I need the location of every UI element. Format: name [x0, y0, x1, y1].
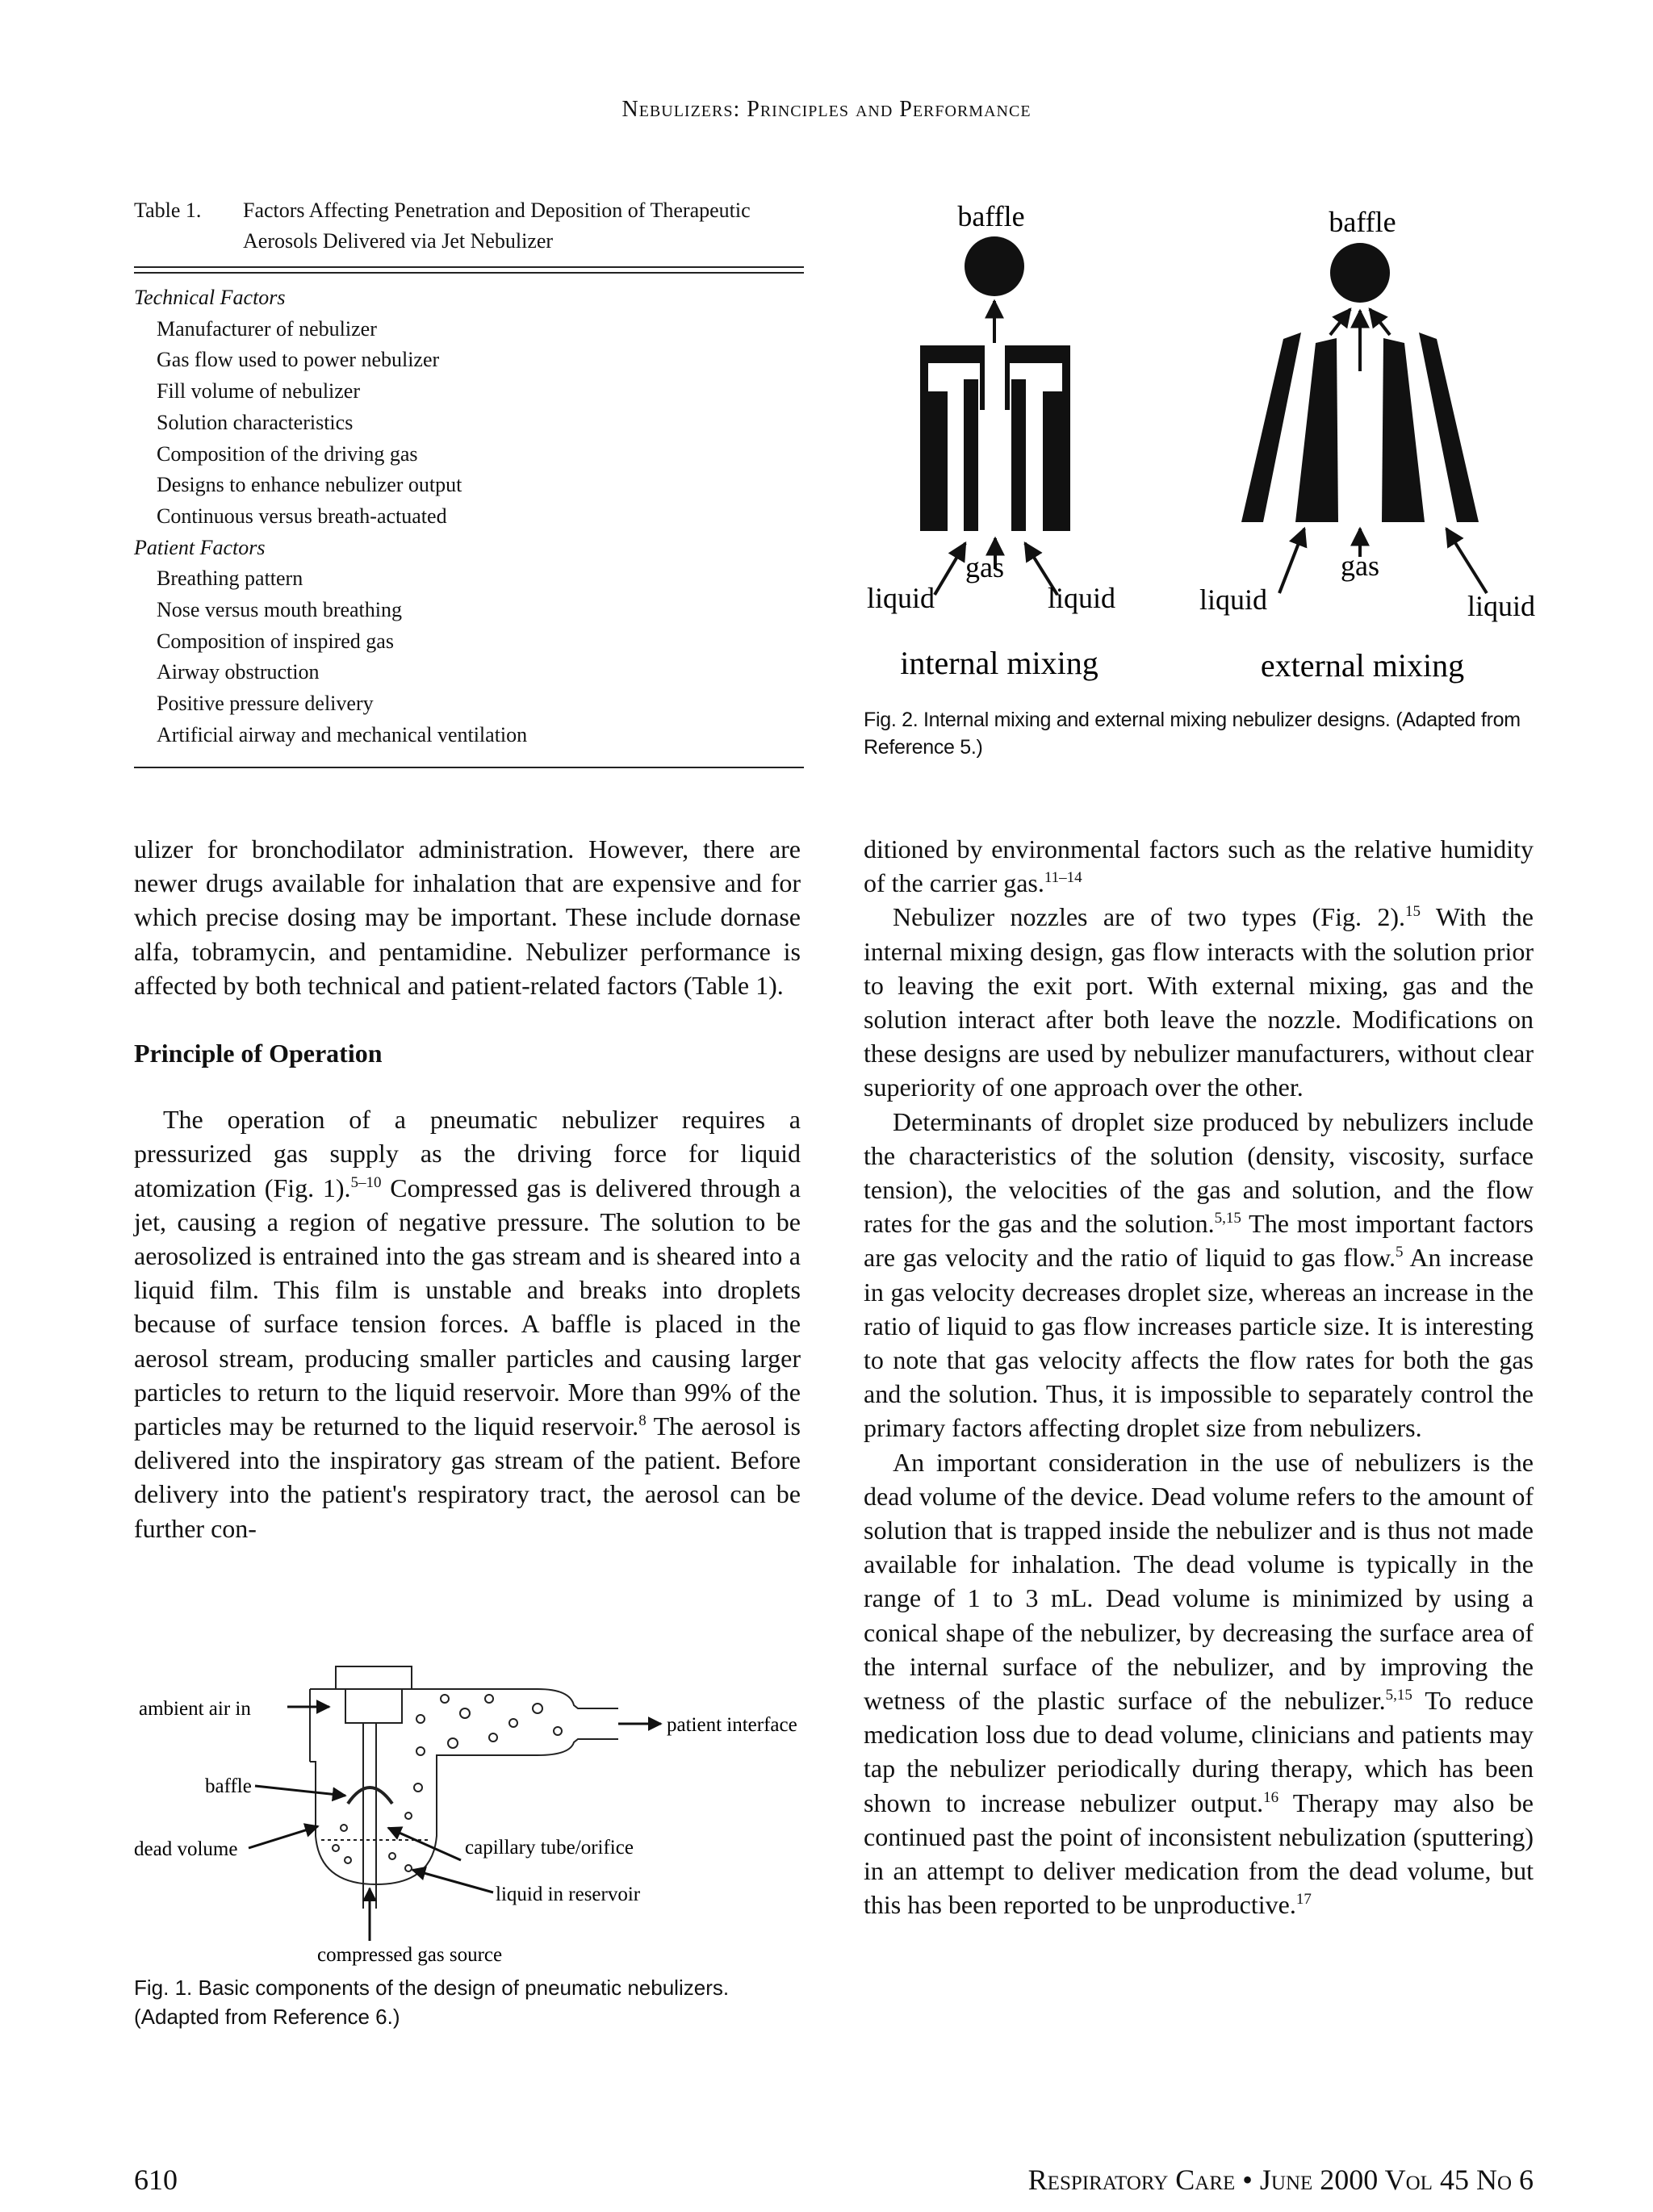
paragraph: ulizer for bronchodilator administration. However, there are newer drugs available for inhalation that are expensive and for which precise dosing may be important. These include dornase alfa, tobramycin, and pentamidine. Nebulizer performance is affected by both technical and patient-related factors (Table 1). — [134, 834, 801, 1000]
figure-1-caption: Fig. 1. Basic components of the design of pneumatic nebulizers. (Adapted from Reference 6.) — [134, 1976, 730, 2029]
journal-footer: Respiratory Care • June 2000 Vol 45 No 6 — [1027, 2164, 1534, 2196]
table-row: Composition of the driving gas — [157, 441, 418, 466]
figure-2-caption: Fig. 2. Internal mixing and external mixing nebulizer designs. (Adapted from Reference 5.) — [864, 709, 1521, 759]
fig2-arrow-liquid-3 — [1279, 529, 1304, 593]
table-row: Solution characteristics — [157, 410, 354, 434]
table-body — [134, 282, 804, 751]
table-title: Factors Affecting Penetration and Deposition of Therapeutic Aerosols Delivered via Jet Nebulizer — [243, 199, 751, 253]
table-top-rule-2 — [134, 272, 804, 274]
table-row: Artificial airway and mechanical ventilation — [157, 722, 528, 746]
text: An important consideration in the use of nebulizers is the dead volume of the device. Dead volume refers to the amount of solution that is trapped inside the nebulizer and is thus not made available for inhalation. The dead volume is typically in the range of 1 to 3 mL. Dead volume is minimized by using a conical shape of the nebulizer, by decreasing the surface area of the internal surface of the nebulizer, and by improving the wetness of the plastic surface of the nebulizer. — [864, 1447, 1534, 1716]
fig1-label-capillary: capillary tube/orifice — [465, 1837, 634, 1859]
text: ditioned by environmental factors such as the relative humidity of the carrier gas. — [864, 834, 1534, 898]
table-row: Breathing pattern — [157, 567, 303, 591]
text: The operation of a pneumatic nebulizer requires a pressurized gas supply as the driving force for liquid atomization (Fig. 1). — [134, 1105, 801, 1202]
text: Determinants of droplet size produced by nebulizers include the characteristics of the solution (density, viscosity, surface tension), the velocities of the gas and solution, and the flow rates for the gas and the solution. — [864, 1106, 1534, 1239]
fig2-baffle-left — [965, 236, 1024, 296]
fig2-liquid-4: liquid — [1467, 590, 1536, 622]
text: Compressed gas is delivered through a jet, causing a region of negative pressure. The solution to be aerosolized is entrained into the gas stream and is sheared into a liquid film. This film is unstable and breaks into droplets because of surface tension forces. A baffle is placed in the aerosol stream, producing smaller particles and causing larger particles to return to the liquid reservoir. More than 99% of the particles may be returned to the liquid reservoir. — [134, 1173, 801, 1441]
fig1-arrow-dead — [249, 1826, 318, 1848]
fig2-liquid-3: liquid — [1199, 583, 1268, 616]
right-column — [864, 832, 1534, 1922]
table-category: Technical Factors — [134, 286, 286, 309]
fig2-baffle-label-right: baffle — [1329, 206, 1396, 238]
reference: 17 — [1295, 1891, 1312, 1909]
fig2-internal-label: internal mixing — [900, 645, 1099, 681]
reference: 5,15 — [1385, 1687, 1412, 1704]
fig2-internal-nozzle — [920, 345, 1070, 531]
fig2-external-label: external mixing — [1260, 647, 1465, 684]
paragraph — [134, 1102, 801, 1545]
fig2-arrow-liquid-4 — [1446, 529, 1487, 593]
fig2-baffle-label-left: baffle — [957, 200, 1025, 232]
table-row: Gas flow used to power nebulizer — [157, 348, 440, 372]
table-row: Manufacturer of nebulizer — [157, 316, 377, 341]
fig1-label-patient: patient interface — [667, 1714, 797, 1736]
paragraph — [864, 900, 1534, 1104]
reference: 8 — [638, 1412, 647, 1430]
fig1-label-ambient: ambient air in — [139, 1698, 251, 1720]
fig2-arrow-liquid-1 — [935, 543, 965, 595]
fig2-baffle-right — [1330, 243, 1390, 303]
fig1-label-baffle: baffle — [205, 1775, 252, 1797]
text: To reduce medication loss due to dead volume, clinicians and patients may tap the nebulizer periodically during therapy, which has been shown to increase nebulizer output. — [864, 1686, 1534, 1817]
fig2-liquid-2: liquid — [1047, 582, 1116, 614]
reference: 5–10 — [350, 1173, 382, 1191]
section-heading: Principle of Operation — [134, 1039, 383, 1068]
table-row: Composition of inspired gas — [157, 629, 394, 653]
fig1-label-liquid: liquid in reservoir — [496, 1884, 641, 1905]
table-top-rule — [134, 266, 804, 268]
paragraph — [864, 1445, 1534, 1922]
fig2-arrow-diag-1 — [1330, 309, 1350, 335]
reference: 11–14 — [1044, 869, 1082, 887]
paragraph — [864, 1105, 1534, 1445]
fig2-gas-left: gas — [965, 551, 1004, 583]
page-number: 610 — [134, 2164, 178, 2196]
figure-2-diagram — [864, 190, 1550, 706]
table-label: Table 1. — [134, 199, 202, 222]
fig1-nebulizer-body — [310, 1666, 618, 1909]
fig1-arrow-capillary — [388, 1828, 461, 1860]
table-row: Positive pressure delivery — [157, 692, 374, 716]
text: Nebulizer nozzles are of two types (Fig. 2). — [893, 902, 1406, 932]
table-row: Nose versus mouth breathing — [157, 598, 403, 622]
fig1-arrow-liquid — [412, 1870, 493, 1892]
table-row: Continuous versus breath-actuated — [157, 504, 447, 528]
fig1-arrow-baffle — [255, 1786, 345, 1796]
fig1-label-dead: dead volume — [134, 1838, 238, 1860]
table-row: Fill volume of nebulizer — [157, 379, 361, 404]
reference: 5,15 — [1214, 1210, 1241, 1227]
fig2-gas-right: gas — [1341, 550, 1379, 582]
text: An increase in gas velocity decreases droplet size, whereas an increase in the ratio of liquid to gas flow increases particle size. It is interesting to note that gas velocity affects the flow rates for both the gas and the solution. Thus, it is impossible to separately control the primary factors affecting droplet size from nebulizers. — [864, 1243, 1534, 1443]
fig2-arrow-diag-2 — [1370, 309, 1390, 335]
table-category: Patient Factors — [134, 535, 266, 559]
table-bottom-rule — [134, 767, 804, 768]
text: Therapy may also be continued past the point of inconsistent nebulization (sputtering) in an attempt to deliver medication from the dead volume, but this has been reported to be unproductive. — [864, 1788, 1534, 1920]
figure-1-diagram — [134, 1642, 804, 1973]
fig2-liquid-1: liquid — [866, 582, 935, 614]
reference: 5 — [1395, 1244, 1404, 1261]
left-column — [134, 832, 801, 1545]
running-head: Nebulizers: Principles and Performance — [621, 97, 1032, 122]
table-caption — [134, 195, 804, 257]
text: The most important factors are gas velocity and the ratio of liquid to gas flow. — [864, 1209, 1534, 1273]
text: With the internal mixing design, gas flow interacts with the solution prior to leaving the exit port. With external mixing, gas and the solution interact after both leave the nozzle. Modifications on these designs are used by nebulizer manufacturers, without clear superiority of one approach over the other. — [864, 902, 1534, 1102]
text: The aerosol is delivered into the inspiratory gas stream of the patient. Before delivery into the patient's respiratory tract, the aerosol can be further con- — [134, 1411, 801, 1543]
reference: 16 — [1263, 1788, 1279, 1806]
table-row: Airway obstruction — [157, 660, 320, 684]
reference: 15 — [1405, 903, 1421, 921]
fig1-label-compressed: compressed gas source — [317, 1944, 503, 1966]
paragraph — [864, 832, 1534, 900]
table-row: Designs to enhance nebulizer output — [157, 473, 462, 497]
